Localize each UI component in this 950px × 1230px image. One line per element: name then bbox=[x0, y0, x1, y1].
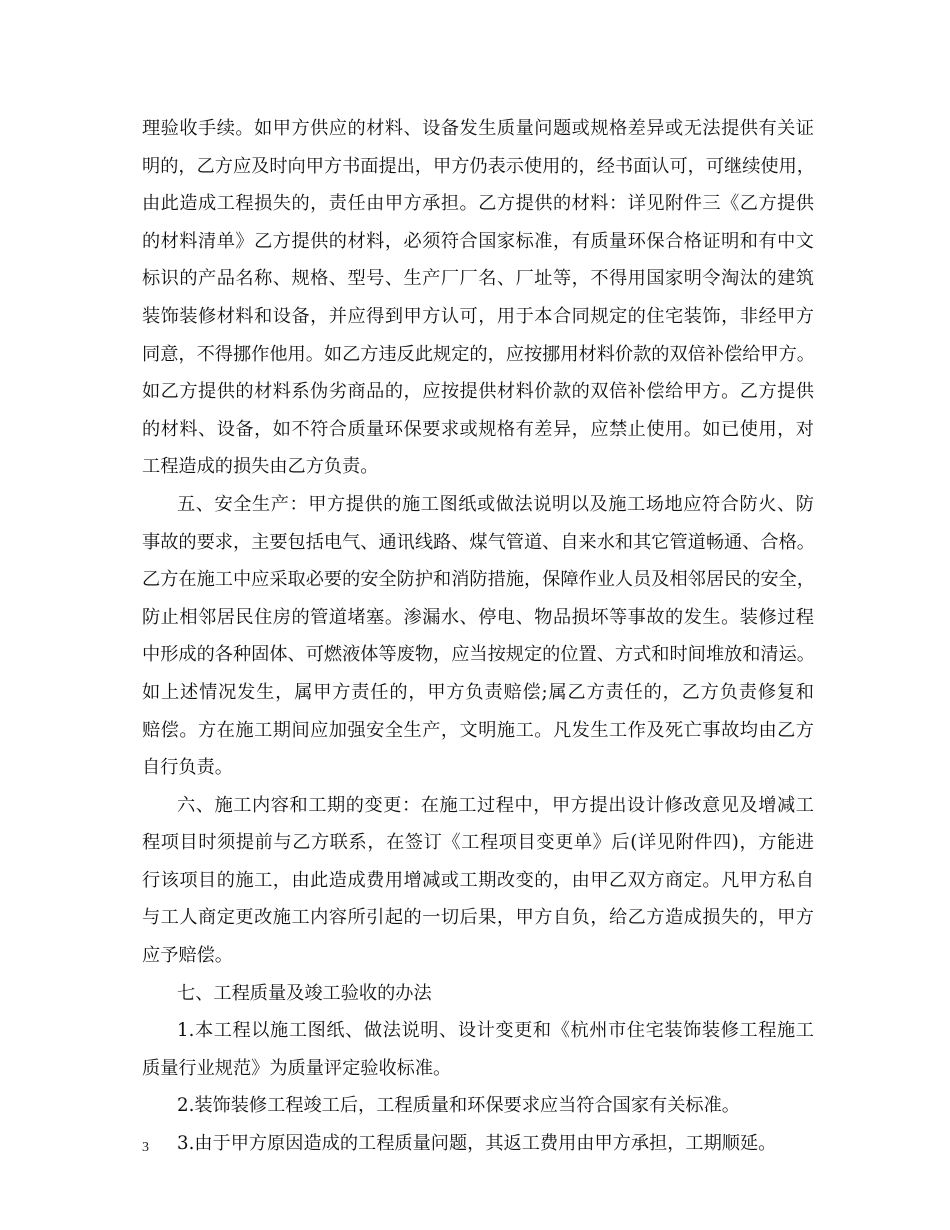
text-line: 应予赔偿。 bbox=[142, 945, 233, 967]
document-body bbox=[142, 110, 814, 1163]
numbered-item-line: 3.由于甲方原因造成的工程质量问题，其返工费用由甲方承担，工期顺延。 bbox=[177, 1133, 777, 1155]
text-line: 装饰装修材料和设备，并应得到甲方认可，用于本合同规定的住宅装饰，非经甲方 bbox=[142, 305, 814, 327]
text-line: 赔偿。方在施工期间应加强安全生产，文明施工。凡发生工作及死亡事故均由乙方 bbox=[142, 719, 814, 741]
section-heading-line: 五、安全生产：甲方提供的施工图纸或做法说明以及施工场地应符合防火、防 bbox=[177, 493, 814, 515]
text-line: 如乙方提供的材料系伪劣商品的，应按提供材料价款的双倍补偿给甲方。乙方提供 bbox=[142, 381, 814, 403]
section-heading-line: 七、工程质量及竣工验收的办法 bbox=[177, 982, 432, 1004]
text-line: 防止相邻居民住房的管道堵塞。渗漏水、停电、物品损坏等事故的发生。装修过程 bbox=[142, 606, 814, 628]
text-line: 理验收手续。如甲方供应的材料、设备发生质量问题或规格差异或无法提供有关证 bbox=[142, 118, 814, 139]
text-line: 由此造成工程损失的，责任由甲方承担。乙方提供的材料：详见附件三《乙方提供 bbox=[142, 193, 814, 215]
text-line: 行该项目的施工，由此造成费用增减或工期改变的，由甲乙双方商定。凡甲方私自 bbox=[142, 869, 814, 891]
page-number: 3 bbox=[142, 1140, 149, 1155]
text-line: 明的，乙方应及时向甲方书面提出，甲方仍表示使用的，经书面认可，可继续使用， bbox=[142, 155, 815, 177]
text-line: 标识的产品名称、规格、型号、生产厂厂名、厂址等，不得用国家明令淘汰的建筑 bbox=[142, 268, 814, 290]
text-line: 程项目时须提前与乙方联系，在签订《工程项目变更单》后(详见附件四)，方能进 bbox=[142, 832, 814, 854]
text-line: 工程造成的损失由乙方负责。 bbox=[142, 456, 379, 478]
text-line: 乙方在施工中应采取必要的安全防护和消防措施，保障作业人员及相邻居民的安全， bbox=[142, 569, 815, 591]
section-heading-line: 六、施工内容和工期的变更：在施工过程中，甲方提出设计修改意见及增减工 bbox=[177, 794, 814, 816]
text-line: 自行负责。 bbox=[142, 757, 233, 779]
text-line: 中形成的各种固体、可燃液体等废物，应当按规定的位置、方式和时间堆放和清运。 bbox=[142, 644, 815, 666]
numbered-item-line: 2.装饰装修工程竣工后，工程质量和环保要求应当符合国家有关标准。 bbox=[177, 1095, 740, 1117]
numbered-item-line: 1.本工程以施工图纸、做法说明、设计变更和《杭州市住宅装饰装修工程施工 bbox=[177, 1020, 814, 1042]
text-line: 的材料清单》乙方提供的材料，必须符合国家标准，有质量环保合格证明和有中文 bbox=[142, 230, 814, 252]
text-line: 事故的要求，主要包括电气、通讯线路、煤气管道、自来水和其它管道畅通、合格。 bbox=[142, 531, 815, 553]
text-line: 同意，不得挪作他用。如乙方违反此规定的，应按挪用材料价款的双倍补偿给甲方。 bbox=[142, 343, 815, 365]
text-line: 质量行业规范》为质量评定验收标准。 bbox=[142, 1057, 452, 1079]
text-line: 的材料、设备，如不符合质量环保要求或规格有差异，应禁止使用。如已使用，对 bbox=[142, 418, 814, 440]
text-line: 如上述情况发生，属甲方责任的，甲方负责赔偿;属乙方责任的，乙方负责修复和 bbox=[142, 681, 814, 703]
text-line: 与工人商定更改施工内容所引起的一切后果，甲方自负，给乙方造成损失的，甲方 bbox=[142, 907, 814, 929]
